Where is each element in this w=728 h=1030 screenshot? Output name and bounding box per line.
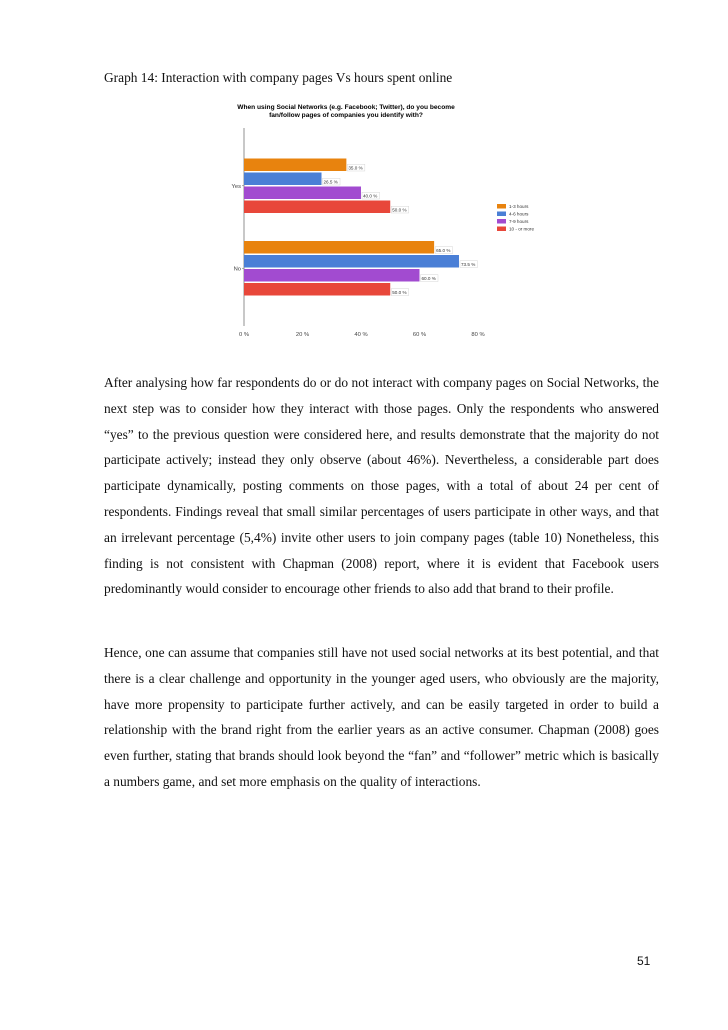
legend-label: 1-3 hours [509,204,529,209]
data-label: 35.0 % [348,165,363,171]
paragraph-2: Hence, one can assume that companies still have not used social networks at its best potential, and that there is a clear challenge and opportunity in the younger aged users, who obviously are the majority, have more propensity to participate further actively, and can be easily targeted in order to build a relationship with the brand right from the earlier years as an active consumer. Chapman (2008) goes even further, stating that brands should look beyond the “fan” and “follower” metric which is basically a numbers game, and set more emphasis on the quality of interactions. [104,645,659,789]
legend-swatch [497,227,506,232]
legend-swatch [497,219,506,224]
x-tick-label: 0 % [239,332,249,338]
bar [244,173,322,186]
bar [244,187,361,200]
legend-label: 10 - or more [509,226,535,232]
chart-title-line-1: When using Social Networks (e.g. Facebook; Twitter), do you become [237,104,455,111]
legend-label: 4-6 hours [509,211,529,217]
data-label: 65.0 % [436,247,451,253]
bar [244,241,434,254]
data-label: 50.0 % [392,289,407,295]
data-label: 60.0 % [421,275,436,281]
bar [244,283,390,296]
data-label: 26.5 % [323,179,338,185]
x-tick-label: 80 % [471,332,485,338]
bar [244,159,346,172]
category-label: No [233,266,241,273]
legend-swatch [497,204,506,209]
chart-legend [497,204,534,232]
x-tick-label: 40 % [354,332,368,338]
page-number: 51 [637,954,651,968]
bar-chart [225,98,545,348]
bar [244,201,390,214]
category-label: Yes [231,183,241,190]
graph-caption: Graph 14: Interaction with company pages Vs hours spent online [104,70,453,85]
paragraph-1: After analysing how far respondents do or do not interact with company pages on Social Networks, the next step was to consider how they interact with those pages. Only the respondents who answered “yes” to the previous question were considered here, and results demonstrate that the majority do not participate actively; instead they only observe (about 46%). Nevertheless, a considerable part does participate dynamically, posting comments on those pages, with a total of about 24 per cent of respondents. Findings reveal that small similar percentages of users participate in other ways, and that an irrelevant percentage (5,4%) invite other users to join company pages (table 10) Nonetheless, this finding is not consistent with Chapman (2008) report, where it is evident that Facebook users predominantly would consider to encourage other friends to also add that brand to their profile. [104,375,659,597]
legend-swatch [497,212,506,217]
bar [244,269,420,282]
legend-label: 7-9 hours [509,219,529,224]
x-tick-label: 60 % [412,332,427,338]
data-label: 73.5 % [460,261,476,267]
data-label: 40.0 % [363,193,378,199]
data-label: 50.0 % [392,207,407,213]
bar [244,255,459,268]
x-tick-label: 20 % [295,332,310,338]
chart-title-line-2: fan/follow pages of companies you identify with? [269,112,423,119]
